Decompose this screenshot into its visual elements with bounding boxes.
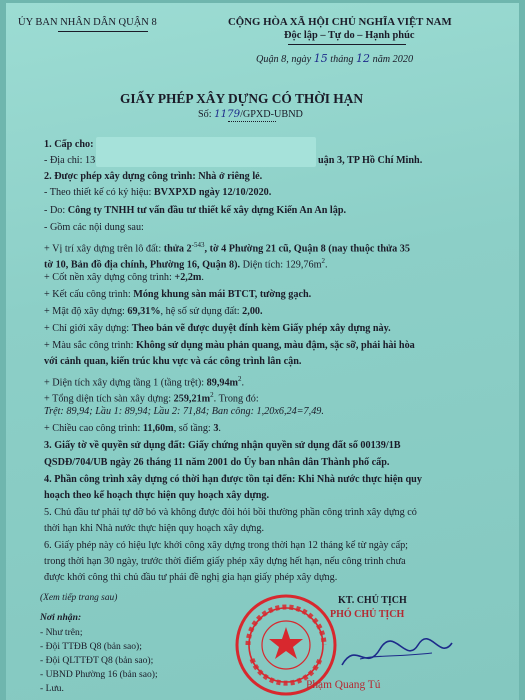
- design-code: - Theo thiết kế có ký hiệu: BVXPXD ngày 12/10/2020.: [44, 187, 272, 198]
- permit-document: [6, 3, 519, 700]
- redacted-area: [96, 137, 316, 167]
- section-6-cont: trong thời hạn 30 ngày, trước thời điểm giấy phép xây dựng hết hạn, nếu công trình chưa: [44, 556, 406, 567]
- section-2: 2. Được phép xây dựng công trình: Nhà ở riêng lẻ.: [44, 171, 263, 182]
- colors: + Màu sắc công trình: Không sử dụng màu phản quang, màu đậm, sặc sỡ, phải hài hòa: [44, 340, 415, 351]
- motto: Độc lập – Tự do – Hạnh phúc: [284, 30, 415, 41]
- contents-intro: - Gồm các nội dung sau:: [44, 222, 144, 233]
- date-day: 15: [313, 52, 328, 65]
- site-location-cont: tờ 10, Bản đồ địa chính, Phường 16, Quận 8). Diện tích: $129,76m^2$.: [44, 257, 328, 271]
- ground-floor-area: + Diện tích xây dựng tầng 1 (tầng trệt): $89,94m^2$.: [44, 375, 245, 389]
- building-height: + Chiều cao công trình: 11,60m, số tầng: 3.: [44, 423, 221, 434]
- signer-role: KT. CHỦ TỊCH: [338, 595, 407, 606]
- total-floor-area: + Tổng diện tích sàn xây dựng: $259,21m^2$. Trong đó:: [44, 391, 259, 405]
- date-line: [256, 53, 413, 66]
- agency-underline: [58, 31, 148, 32]
- signer-name: Phạm Quang Tú: [306, 679, 381, 691]
- permit-number-prefix: Số:: [198, 109, 212, 120]
- section-6: 6. Giấy phép này có hiệu lực khởi công xây dựng trong thời hạn 12 tháng kể từ ngày cấp;: [44, 540, 409, 551]
- agency-name: ỦY BAN NHÂN DÂN QUẬN 8: [18, 17, 157, 28]
- date-month-label: tháng: [330, 54, 354, 65]
- recipient-item: - Lưu.: [40, 683, 64, 694]
- issued-to: 1. Cấp cho:: [44, 139, 94, 150]
- handwritten-signature: [336, 635, 456, 675]
- designer: - Do: Công ty TNHH tư vấn đầu tư thiết kế xây dựng Kiến An An lập.: [44, 205, 347, 216]
- address-start: - Địa chỉ: 13: [44, 155, 96, 166]
- land-docs-cont: QSDĐ/704/UB ngày 26 tháng 11 năm 2001 do Ủy ban nhân dân Thành phố cấp.: [44, 457, 390, 468]
- section-5: 5. Chủ đầu tư phải tự dỡ bỏ và không được đòi hỏi bồi thường phần công trình xây dựng có: [44, 507, 417, 518]
- colors-cont: với cảnh quan, kiến trúc khu vực và các công trình lân cận.: [44, 356, 302, 367]
- recipient-item: - Đội QLTTĐT Q8 (bản sao);: [40, 655, 154, 666]
- ground-level: + Cốt nền xây dựng công trình: +2,2m.: [44, 272, 204, 283]
- floor-breakdown: Trệt: 89,94; Lầu 1: 89,94; Lầu 2: 71,84; Ban công: 1,20x6,24=7,49.: [44, 406, 324, 417]
- recipients-title: Nơi nhận:: [40, 612, 82, 623]
- boundary: + Chỉ giới xây dựng: Theo bản vẽ được duyệt đính kèm Giấy phép xây dựng này.: [44, 323, 391, 334]
- site-location: + Vị trí xây dựng trên lô đất: thửa $2^{-543}$, tờ 4 Phường 21 cũ, Quận 8 (nay thuộc thửa 35: [44, 241, 410, 255]
- land-docs: 3. Giấy tờ về quyền sử dụng đất: Giấy chứng nhận quyền sử dụng đất số 00139/1B: [44, 440, 401, 451]
- recipient-item: - Đội TTĐB Q8 (bản sao);: [40, 641, 142, 652]
- recipient-item: - UBND Phường 16 (bản sao);: [40, 669, 158, 680]
- permit-number-suffix: /GPXD-UBND: [240, 109, 303, 120]
- recipient-item: - Như trên;: [40, 627, 83, 638]
- date-place: Quận 8, ngày: [256, 54, 312, 65]
- date-month: 12: [356, 52, 371, 65]
- structure: + Kết cấu công trình: Móng khung sàn mái BTCT, tường gạch.: [44, 289, 312, 300]
- motto-underline: [288, 44, 406, 45]
- section-6-cont-2: được khởi công thì chủ đầu tư phải đề nghị gia hạn giấy phép xây dựng.: [44, 572, 338, 583]
- see-next-page: (Xem tiếp trang sau): [40, 593, 118, 603]
- permit-number-value: 1179: [214, 109, 241, 120]
- number-dots: [228, 121, 276, 122]
- permit-number: [198, 109, 303, 121]
- signer-role-2: PHÓ CHỦ TỊCH: [330, 609, 405, 620]
- section-4-cont: hoạch theo kế hoạch thực hiện quy hoạch xây dựng.: [44, 490, 270, 501]
- section-5-cont: thời hạn khi Nhà nước thực hiện quy hoạch xây dựng.: [44, 523, 265, 534]
- density: + Mật độ xây dựng: 69,31%, hệ số sử dụng đất: 2,00.: [44, 306, 263, 317]
- country-name: CỘNG HÒA XÃ HỘI CHỦ NGHĨA VIỆT NAM: [228, 16, 452, 28]
- date-year: năm 2020: [372, 54, 414, 65]
- section-4: 4. Phần công trình xây dựng có thời hạn được tồn tại đến: Khi Nhà nước thực hiện quy: [44, 474, 422, 485]
- document-title: GIẤY PHÉP XÂY DỰNG CÓ THỜI HẠN: [120, 91, 364, 106]
- address-end: uận 3, TP Hồ Chí Minh.: [318, 155, 423, 166]
